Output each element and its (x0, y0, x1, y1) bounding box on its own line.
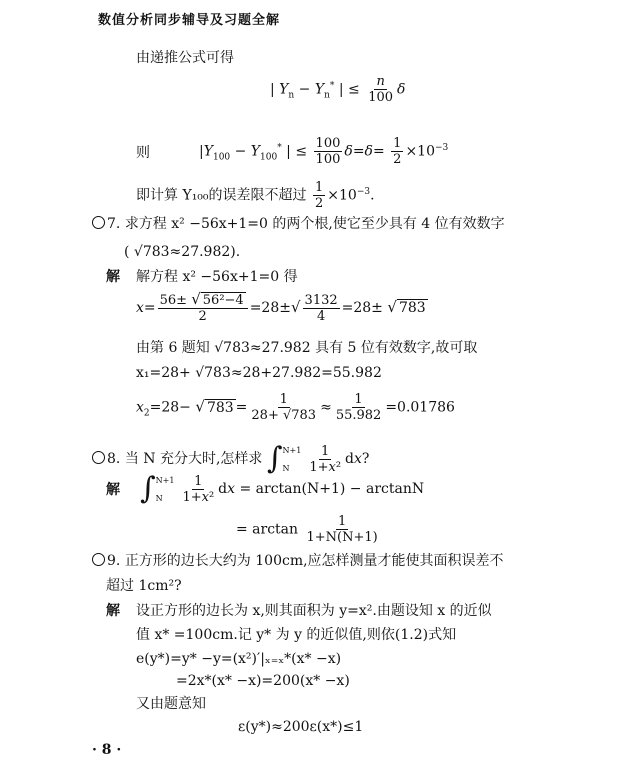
solution-label-9: 解 (106, 603, 120, 619)
page-number: · 8 · (92, 742, 122, 758)
conclusion: 即计算 Y₁₀₀的误差限不超过 $\frac{1}{2}$ $\times 10^{-3}$. (136, 180, 375, 211)
circle-marker-icon (92, 451, 105, 464)
circle-marker-icon (92, 553, 105, 566)
question-9 (92, 552, 504, 570)
circle-marker-icon (92, 216, 105, 229)
q9-text: 正方形的边长大约为 100cm,应怎样测量才能使其面积误差不 (124, 553, 504, 569)
q8-number: 8. (107, 451, 121, 467)
conclusion-text: 即计算 Y₁₀₀的误差限不超过 (136, 187, 307, 204)
sol9-line6: ε(y*)≈200ε(x*)≤1 (238, 719, 364, 735)
running-header: 数值分析同步辅导及习题全解 (98, 13, 281, 28)
q7-number: 7. (107, 216, 121, 232)
solution-label-7: 解 (106, 269, 120, 285)
question-8: 8. 当 N 充分大时,怎样求 ∫ N+1 N $\frac{1}{\text{1+x²}}$ dx? (92, 442, 369, 476)
formula-recurrence: | $Y_n - Y_n^*$ | ≤ $\frac{n}{100}$ δ (270, 74, 406, 105)
formula-integral: ∫ N+1 N $\frac{1}{\text{1+x²}}$ dx = arctan(N+1) − arctanN (140, 471, 425, 506)
sol7-line2: 由第 6 题知 √783≈27.982 具有 5 位有效数字,故可取 (136, 340, 478, 356)
q7-text: 求方程 x² −56x+1=0 的两个根,使它至少具有 4 位有效数字 (124, 216, 505, 232)
x2-tail: =0.01786 (385, 399, 455, 416)
sol9-line3: e(y*)=y* −y=(x²)′|ₓ₌ₓ*(x* −x) (136, 651, 342, 667)
sol8-rhs2: = arctan (236, 521, 299, 538)
q9-number: 9. (107, 553, 121, 569)
q9-text-cont: 超过 1cm²? (106, 578, 182, 594)
q7-text-cont: ( √783≈27.982). (124, 244, 241, 260)
formula-arctan: = arctan $\frac{1}{1+N(N+1)}$ (236, 514, 378, 545)
sol9-line5: 又由题意知 (136, 696, 206, 712)
intro-text: 由递推公式可得 (136, 50, 234, 66)
question-7 (92, 215, 505, 233)
sol9-line1: 设正方形的边长为 x,则其面积为 y=x².由题设知 x 的近似 (136, 603, 492, 619)
q8-text: 当 N 充分大时,怎样求 (124, 451, 263, 467)
formula-roots: x= $\frac{\text{56± √ 56²−4}}{2}$ =28±√ $\frac{3132}{4}$ =28± √ 783 (136, 290, 426, 324)
sol8-rhs1: = arctan(N+1) − arctanN (239, 481, 425, 497)
sol7-x1: x₁=28+ √783≈28+27.982=55.982 (136, 365, 382, 381)
sol7-intro: 解方程 x² −56x+1=0 得 (136, 269, 298, 285)
then-label: 则 (136, 145, 150, 161)
formula-x2: $x_2=28-$ √ 783 = $\frac{1}{28+ √783}$ ≈ $\frac{1}{55.982}$ =0.01786 (136, 392, 455, 423)
solution-label-8: 解 (106, 482, 120, 498)
sol9-line4: =2x*(x* −x)=200(x* −x) (176, 673, 350, 689)
formula-y100: $|Y_{100} - Y_{100}^*$ | ≤ $\frac{100}{100}$ δ=δ= $\frac{1}{2}$ $\times 10^{-3}$ (199, 136, 449, 167)
sol9-line2: 值 x* =100cm.记 y* 为 y 的近似值,则依(1.2)式知 (136, 627, 457, 643)
